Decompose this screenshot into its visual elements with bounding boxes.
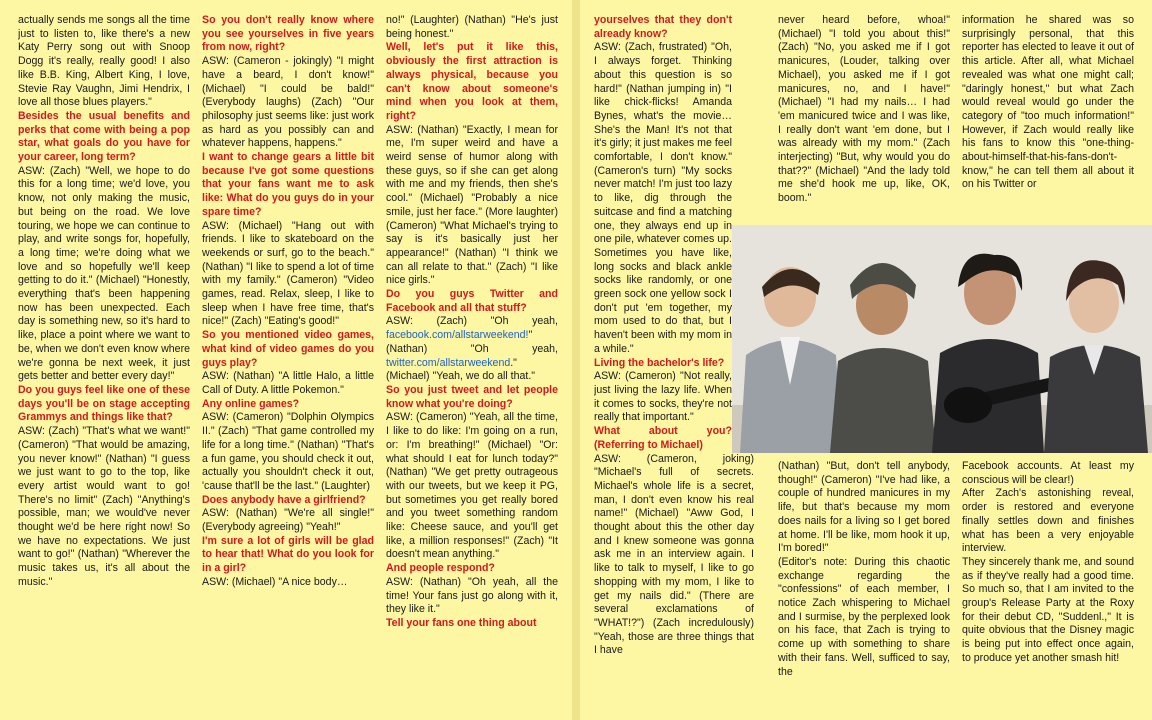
answer-text: never heard before, whoa!" (Michael) "I told you about this!" (Zach) "No, you asked me if I got manicures, (Louder, talking over Michael), you asked me if I got manicures, no, and I have!" (Michael) "I had my nails… I had 'em manicured twice and I was like, I really don't want 'em done, but I was already with my mom." (Zach interjecting) "But, why would you do that??" (Michael) "And the lady told me she'd hook me up, like, OK, boom." [778,14,950,205]
question-heading: Do you guys Twitter and Facebook and all that stuff? [386,288,558,314]
answer-text: no!" (Laughter) (Nathan) "He's just being honest." [386,14,558,40]
question-heading: So you don't really know where you see yourselves in five years from now, right? [202,14,374,54]
page-gutter [572,0,580,720]
article-column-5-bottom [778,460,950,716]
answer-text: ASW: (Cameron, joking) "Michael's full of secrets. Michael's whole life is a secret, man, I don't even know his real name!" (Michael) "Aww God, I thought about this the other day and I knew someone was gonna ask me in an interview again. I like to talk to myself, I like to go shopping with my mom, I like to get my nails did." (There are several exclamations of "WHAT!?") (Zach incredulously) "Yeah, those are three things that I have [594,452,754,657]
answer-text: After Zach's astonishing reveal, order is restored and everyone finally settles down and finishes what has been a very enjoyable interview. [962,487,1134,555]
answer-text: ASW: (Michael) "Hang out with friends. I like to skateboard on the weekends or surf, go to the beach." (Nathan) "I like to spend a lot of time with my family." (Cameron) "Video games, read. Relax, sleep, I like to sleep when I have free time, that's nice!" (Zach) "Eating's good!" [202,219,374,328]
article-column-6-top [962,14,1134,224]
answer-text: ASW: (Zach, frustrated) "Oh, I always forget. Thinking about this question is so hard!" (Nathan jumping in) "I like chick-flicks! Amanda Bynes, what's the movie… She's the Man! It's not that it's girly; it just makes me feel comfortable, I don't know." (Cameron's turn) "My socks never match! I'm just too lazy to like, dig through the suitcase and find a matching one, they always end up in one pile, whatever comes up. Sometimes you have like, long socks and black ankle socks like randomly, or one green sock one yellow sock I don't put 'em together, my mom used to do that, but I haven't been with my mom in a while." [594,41,732,355]
article-column-2 [202,14,374,716]
answer-text: ASW: (Cameron - jokingly) "I might have a beard, I don't know!" (Michael) "I could be bald!" (Everybody laughs) (Zach) "Our philosophy just seems like: just work as hard as you possibly can and whatever happens, happens." [202,55,374,150]
question-heading: Tell your fans one thing about [386,616,537,629]
question-heading: Well, let's put it like this, obviously the first attraction is always physical, because you can't know about someone's mind when you look at them, right? [386,41,558,122]
band-photo-illustration [732,225,1152,453]
article-column-3 [386,14,558,716]
question-heading: yourselves that they don't already know? [594,14,732,40]
question-heading: Living the bachelor's life? [594,356,725,369]
question-heading: I want to change gears a little bit because I've got some questions that your fans want me to ask like: What do you guys do in your spare time? [202,151,374,218]
answer-text: ASW: (Nathan) "Exactly, I mean for me, I'm super weird and have a weird sense of humor along with these guys, so if she can get along with me and my friends, then she's cool." (Michael) "Probably a nice smile, just her face." (More laughter) (Cameron) "What Michael's trying to say is it's basically just her appearance!" (Nathan) "I think we can all relate to that." (Zach) "I like nice girls." [386,123,558,287]
answer-text: ASW: (Nathan) "A little Halo, a little Call of Duty. A little Pokemon." [202,370,374,396]
article-column-1 [18,14,190,716]
article-column-6-bottom [962,460,1134,716]
answer-text: (Editor's note: During this chaotic exchange regarding the "confessions" of each member, I notice Zach whispering to Michael and I surmise, by the perplexed look on his face, that Zach is trying to come up with something to share with their fans. Well, sufficed to say, the [778,555,950,678]
answer-text: (Nathan) "But, don't tell anybody, though!" (Cameron) "I've had like, a couple of hundred manicures in my life, but that's because my mom does nails for a living so I get bored at home. I'll be like, mom hook it up, I'm bored!" [778,460,950,555]
question-heading: And people respond? [386,562,495,575]
question-heading: I'm sure a lot of girls will be glad to hear that! What do you look for in a girl? [202,534,374,575]
answer-text: ASW: (Cameron) "Yeah, all the time, I like to do like: I'm going on a run, or: I'm breathing!" (Michael) "Or: what should I eat for lunch today?" (Nathan) "We get pretty outrageous with our tweets, but we keep it PG, but sometimes you get really bored and you tweet something random like: Cheese sauce, and you'll get like, a million responses!" (Zach) "It doesn't mean anything." [386,411,558,561]
question-heading: Besides the usual benefits and perks that come with being a pop star, what goals do you have for your career, long term? [18,109,190,164]
answer-text: They sincerely thank me, and sound as if they've really had a good time. So much so, that I am invited to the group's Release Party at the Roxy for their debut CD, "Suddenl.," It is quite obvious that the Disney magic is being put into effect once again, to produce yet another smash hit! [962,555,1134,664]
answer-text: ASW: (Cameron) "Dolphin Olympics II." (Zach) "That game controlled my life for a long time." (Nathan) "That's a fun game, you should check it out, actually you shouldn't check it out, 'cause that'll be the last." (Laughter) [202,411,374,492]
answer-text: ASW: (Zach) "Well, we hope to do this for a long time; we'd love, you know, not only making the music, but being on the road. We love touring, we hope we can continue to play, and write songs for, hopefully, a long time; we're doing what we love and so hopefully we'll keep getting to do it." (Michael) "Honestly, everything that's been happening now has been unexpected. Each day is something new, so it's hard to like, place a point where we want to be, when we don't even know where we're gonna be next week, it just gets better and better every day!" [18,164,190,383]
answer-text [386,315,558,384]
question-heading: What about you? (Referring to Michael) [594,425,732,451]
answer-text: ASW: (Cameron) "Not really, just living the lazy life. When it comes to socks, they're not really that important." [594,370,732,424]
answer-fragment: " (Nathan) "Oh yeah, [386,329,558,355]
band-photo [732,225,1152,453]
question-heading: Does anybody have a girlfriend? [202,493,366,506]
twitter-link[interactable]: twitter.com/allstarweekend [386,356,511,369]
question-heading: So you mentioned video games, what kind of video games do you guys play? [202,329,374,369]
question-heading: Any online games? [202,397,300,410]
answer-text: ASW: (Nathan) "Oh yeah, all the time! Your fans just go along with it, they like it." [386,575,558,616]
answer-text: ASW: (Nathan) "We're all single!" (Everybody agreeing) "Yeah!" [202,507,374,534]
answer-fragment: ASW: (Zach) "Oh yeah, [386,315,558,328]
article-column-4 [594,14,754,716]
answer-text: information he shared was so surprisingly personal, that this reporter has elected to leave it out of this article. After all, what Michael revealed was what one might call; "daringly honest," but what Zach would reveal would go under the category of "too much information!" However, if Zach would really like his fans to know this "one-thing-about-himself-that-his-fans-don't-know," he can tell them all about it on his Twitter or [962,14,1134,191]
answer-text: actually sends me songs all the time just to listen to, like there's a new Katy Perry song out with Snoop Dogg it's really, really good! I also like B.B. King, Albert King, I love, Stevie Ray Vaughn, Jimi Hendrix, I love all those blues players." [18,14,190,109]
facebook-link[interactable]: facebook.com/allstarweekend! [386,329,529,342]
answer-text: ASW: (Zach) "That's what we want!" (Cameron) "That would be amazing, you never know!" (Nathan) "I guess we just want to go to the top, like every artist would want to go! There's no limit" (Zach) "Anything's possible, man; we would've never thought we'd be here right now! So we have no expectations. We just want to go!" (Nathan) "Wherever the music takes us, it's all about the music." [18,425,190,588]
answer-text: ASW: (Michael) "A nice body… [202,575,348,588]
answer-text: Facebook accounts. At least my conscious will be clear!) [962,460,1134,486]
question-heading: Do you guys feel like one of these days you'll be on stage accepting Grammys and things like that? [18,383,190,424]
answer-fragment: ." (Michael) "Yeah, we do all that." [386,356,536,383]
article-column-5-top [778,14,950,224]
question-heading: So you just tweet and let people know what you're doing? [386,383,558,410]
